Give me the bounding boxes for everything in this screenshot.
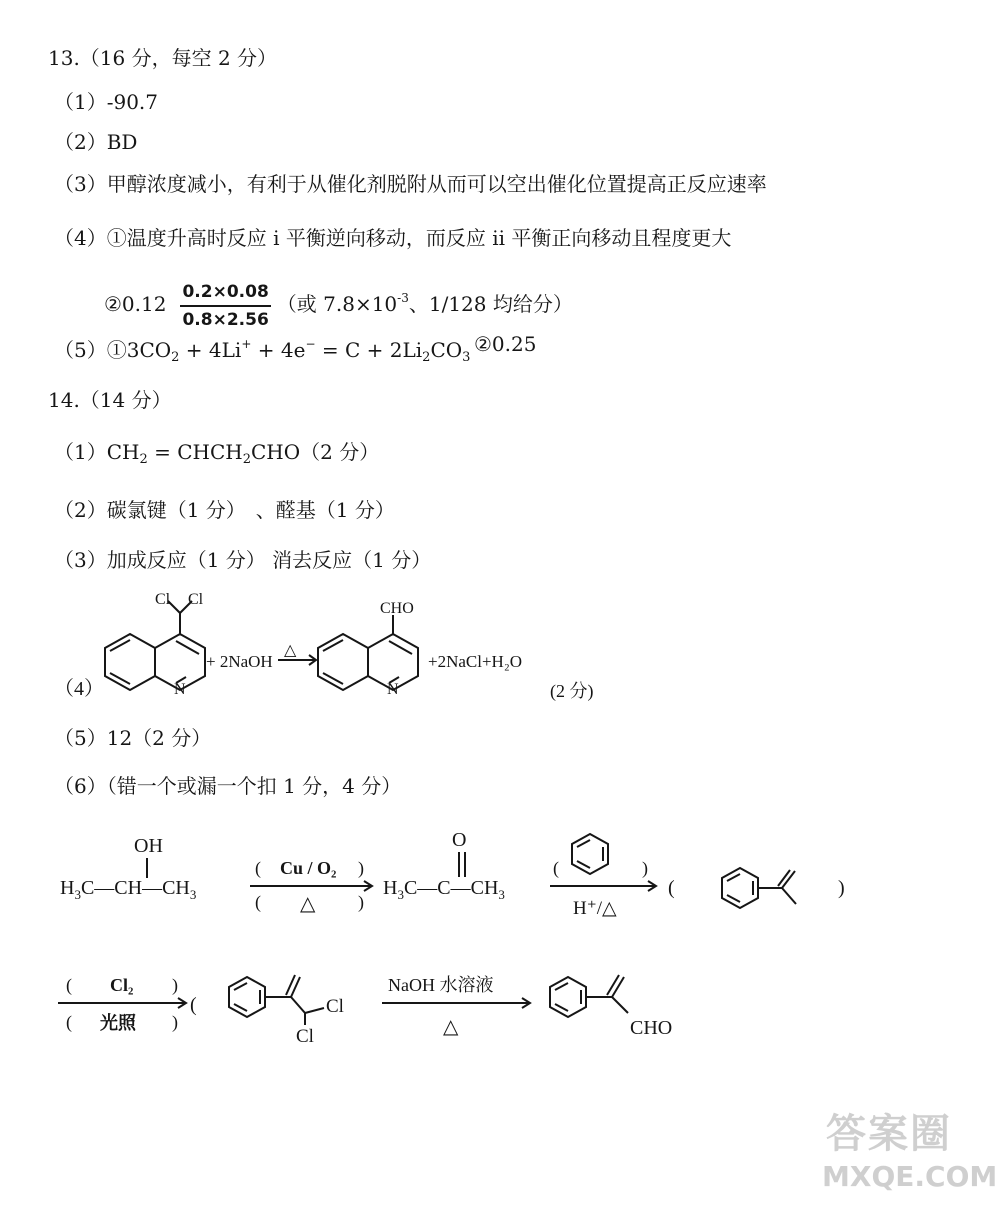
q14-a4-products: +2NaCl+H₂O (428, 652, 523, 671)
paren-left: ( (190, 994, 197, 1016)
q13-answer-5 (54, 332, 470, 370)
paren-right: ) (358, 892, 364, 912)
q14-answer-5: （5）12（2 分） (54, 726, 212, 750)
q14-answer-1: $(1)CH_2$ = $CHCH_2CHO(2$ 分） (54, 440, 380, 467)
reaction-arrow (550, 881, 656, 891)
paren-right: ) (358, 858, 364, 878)
q14-answer-4-reaction (0, 585, 700, 715)
q13-answer-3: （3）甲醇浓度减小，有利于从催化剂脱附从而可以空出催化位置提高正反应速率 (54, 172, 767, 196)
chloro-label: Cl (155, 591, 171, 608)
condition-acid-heat: H⁺/△ (573, 898, 617, 919)
q13-a4-2-note: （或 $7.8\times 10^{-3}$、1/128 均给分） (276, 291, 573, 316)
q13-a5-prefix: （5）① (54, 338, 127, 362)
q14-answer-6: （6）（错一个或漏一个扣 1 分，4 分） (54, 774, 402, 798)
q14-a4-reagent: + 2NaOH (206, 652, 273, 671)
reaction-arrow (58, 998, 186, 1008)
q13-answer-4-2 (104, 268, 573, 328)
acetone-formula: $H_3C—C—CH_3$ (383, 877, 505, 902)
q14-a4-score: (2 分) (550, 681, 594, 701)
paren-right: ) (172, 1012, 178, 1032)
chloro-label: Cl (188, 591, 204, 608)
q13-answer-4-1: （4）①温度升高时反应 i 平衡逆向移动，而反应 ii 平衡正向移动且程度更大 (54, 226, 732, 250)
reagent-cu-o2: Cu / O₂ (280, 858, 337, 878)
q13-answer-2: （2）BD (54, 130, 138, 154)
paren-left: ( (66, 1012, 72, 1032)
fraction-numerator: 0.2×0.08 (180, 281, 270, 307)
q14-a4-label: （4） (54, 678, 104, 700)
chloro-label: Cl (326, 996, 344, 1017)
quinoline-dichloromethyl-structure (105, 601, 205, 690)
isopropenylbenzene-structure (722, 868, 796, 908)
fraction-denominator: 0.8×2.56 (182, 309, 269, 330)
reagent-naoh-aqueous: NaOH 水溶液 (388, 975, 494, 995)
nitrogen-label: N (387, 681, 399, 698)
watermark-logo: 答案圈 (826, 1111, 952, 1157)
nitrogen-label: N (174, 681, 186, 698)
aldehyde-label: CHO (630, 1017, 673, 1039)
carbonyl-oxygen-label: O (452, 829, 467, 851)
chloro-label: Cl (296, 1026, 314, 1047)
q13-a5-equation: $3CO_2 + 4Li^+ + 4e^- = C + 2Li_2CO_3$ (126, 337, 471, 365)
paren-left: ( (255, 892, 261, 912)
synthesis-route-row-1 (0, 820, 900, 930)
q14-answer-2: （2）碳氯键（1 分） 、醛基（1 分） (54, 498, 395, 522)
q13-answer-1: （1）-90.7 (54, 90, 159, 114)
isopropanol-formula: $H_3C—CH—CH_3$ (60, 877, 197, 902)
q14-header: 14.（14 分） (48, 388, 172, 412)
q13-header: 13.（16 分，每空 2 分） (48, 46, 278, 70)
heat-condition: △ (300, 893, 316, 915)
heat-condition: △ (284, 642, 297, 659)
quinoline-carbaldehyde-structure (318, 615, 418, 690)
reaction-arrow (250, 881, 372, 891)
condition-light: 光照 (100, 1013, 136, 1033)
reagent-chlorine: Cl₂ (110, 975, 134, 995)
q14-answer-3: （3）加成反应（1 分） 消去反应（1 分） (54, 548, 432, 572)
paren-left: ( (66, 975, 72, 995)
q13-a4-2-prefix: ②0.12 (104, 292, 167, 316)
q13-a4-2-fraction (180, 281, 270, 331)
paren-right: ) (642, 858, 648, 878)
hydroxyl-label: OH (134, 835, 163, 857)
paren-right: ) (172, 975, 178, 995)
paren-right: ) (838, 877, 845, 899)
heat-condition: △ (443, 1016, 459, 1038)
paren-left: ( (668, 877, 675, 899)
reaction-arrow (382, 998, 530, 1008)
dichloromethyl-styrene-structure (229, 975, 324, 1025)
q13-answer-5-2: ②0.25 (474, 332, 537, 356)
benzene-reagent-structure (572, 834, 608, 874)
paren-left: ( (553, 858, 559, 878)
atropaldehyde-structure (550, 975, 628, 1017)
watermark-url: MXQE.COM (822, 1160, 998, 1193)
synthesis-route-row-2 (0, 955, 900, 1055)
aldehyde-label: CHO (380, 600, 414, 617)
paren-left: ( (255, 858, 261, 878)
